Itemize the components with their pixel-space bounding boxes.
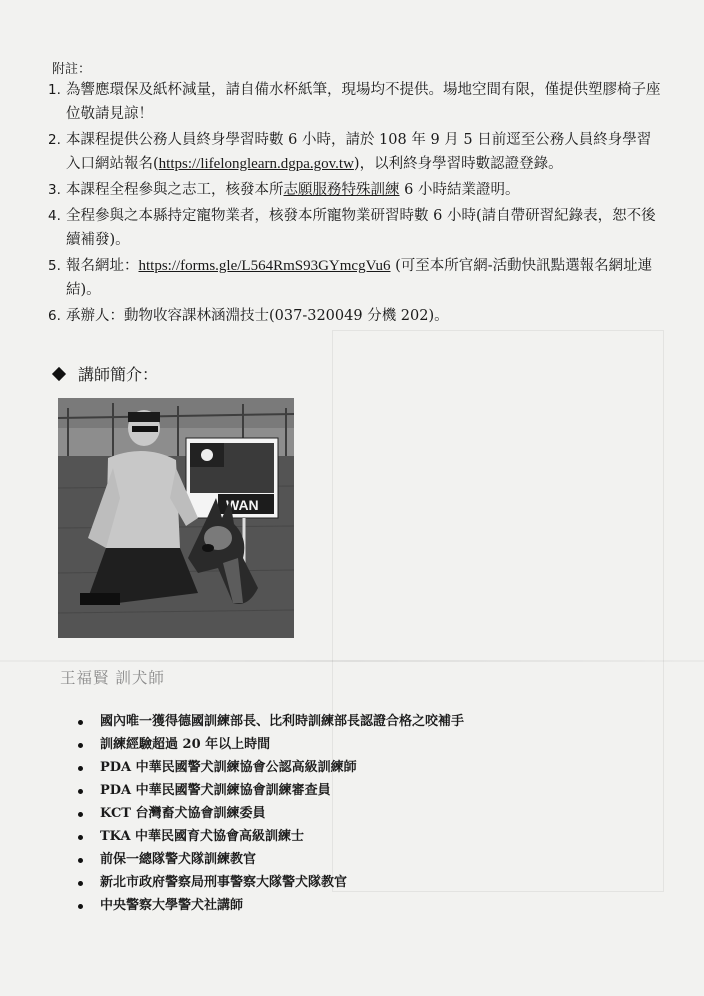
- instructor-heading-label: 講師簡介：: [78, 365, 159, 384]
- note-number: 6.: [48, 308, 61, 324]
- note-text: 為響應環保及紙杯減量，請自備水杯紙筆，現場均不提供。場地空間有限，僅提供塑膠椅子座位敬請見諒！: [66, 82, 661, 122]
- note-text: 全程參與之本縣持定寵物業者，核發本所寵物業研習時數 6 小時(請自帶研習紀錄表，恕不後續補發)。: [66, 208, 656, 248]
- instructor-heading: [52, 362, 158, 385]
- note-number: 5.: [48, 258, 61, 274]
- notes-list: [48, 78, 662, 330]
- note-text-pre: 報名網址：: [66, 258, 139, 274]
- instructor-name: 王福賢 訓犬師: [60, 669, 165, 687]
- credential-item: 訓練經驗超過 20 年以上時間: [78, 733, 464, 756]
- note-number: 2.: [48, 132, 61, 148]
- note-number: 3.: [48, 182, 61, 198]
- note-item-2: [48, 128, 662, 176]
- note-text-post: )，以利終身學習時數認證登錄。: [353, 156, 563, 172]
- notes-title: 附註：: [52, 62, 92, 77]
- note-text-post: (可至本所官網-活動快訊點選報名網址連結)。: [66, 258, 653, 298]
- diamond-bullet-icon: [52, 366, 66, 380]
- credential-item: PDA 中華民國警犬訓練協會訓練審查員: [78, 779, 464, 802]
- credential-item: TKA 中華民國育犬協會高級訓練士: [78, 825, 464, 848]
- credentials-list: [78, 710, 464, 917]
- photo-illustration: [58, 398, 294, 638]
- credential-item: KCT 台灣畜犬協會訓練委員: [78, 802, 464, 825]
- instructor-photo: [58, 398, 294, 638]
- note-item-1: [48, 78, 662, 126]
- credential-item: 中央警察大學警犬社講師: [78, 894, 464, 917]
- note-item-3: [48, 178, 662, 202]
- note-item-5: [48, 254, 662, 302]
- note-text-pre: 本課程全程參與之志工，核發本所: [66, 182, 284, 198]
- note-item-4: [48, 204, 662, 252]
- note-text-pre: 本課程提供公務人員終身學習時數 6 小時，請於 108 年 9 月 5 日前逕至公務人員終身學習入口網站報名(: [66, 132, 652, 172]
- lifelonglearn-link[interactable]: https://lifelonglearn.dgpa.gov.tw: [158, 156, 354, 172]
- credential-item: 新北市政府警察局刑事警察大隊警犬隊教官: [78, 871, 464, 894]
- note-text: 承辦人：動物收容課林涵淵技士(037-320049 分機 202)。: [66, 308, 449, 324]
- note-number: 4.: [48, 208, 61, 224]
- photo-sign-text: WAN: [226, 497, 259, 513]
- note-underlined-text: 志願服務特殊訓練: [283, 182, 400, 198]
- note-number: 1.: [48, 82, 61, 98]
- note-text-post: 6 小時結業證明。: [399, 182, 520, 198]
- credential-item: 前保一總隊警犬隊訓練教官: [78, 848, 464, 871]
- credential-item: PDA 中華民國警犬訓練協會公認高級訓練師: [78, 756, 464, 779]
- note-item-6: [48, 304, 662, 328]
- registration-link[interactable]: https://forms.gle/L564RmS93GYmcgVu6: [138, 258, 391, 274]
- credential-item: 國內唯一獲得德國訓練部長、比利時訓練部長認證合格之咬補手: [78, 710, 464, 733]
